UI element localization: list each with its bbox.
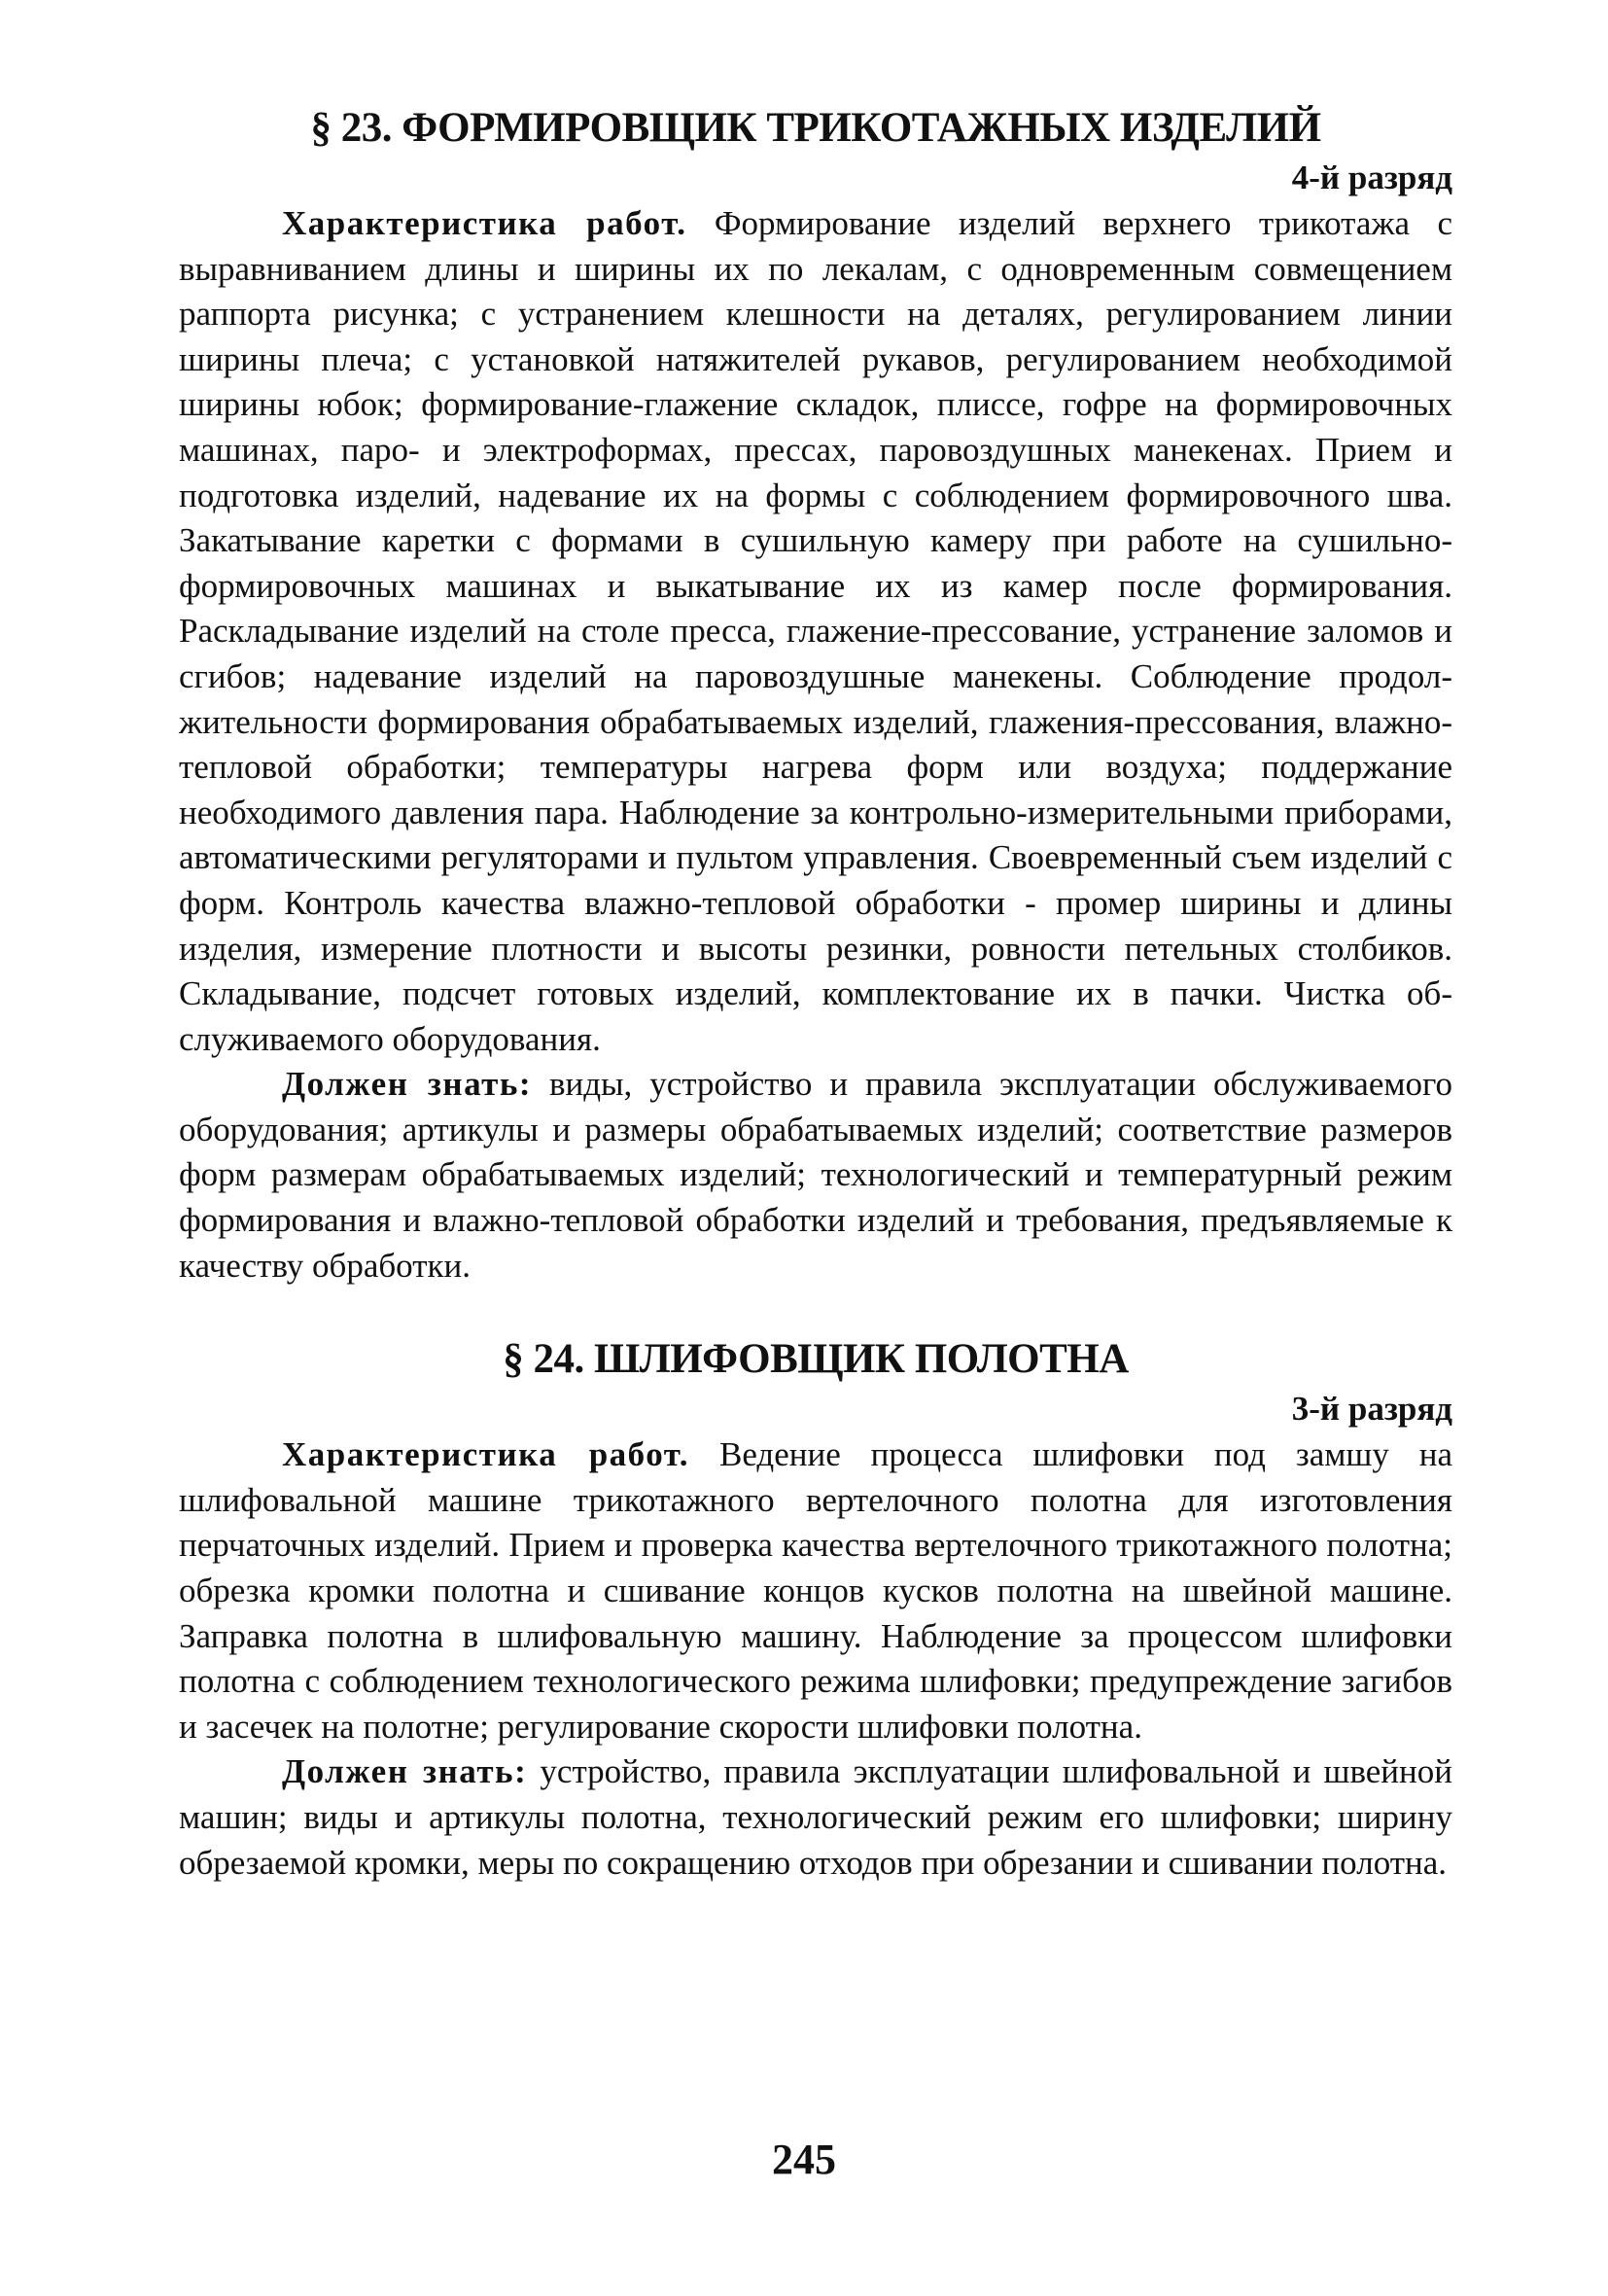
section-23-work-text: Формирование изделий верхнего трикотажа с выравниванием длины и ширины их по лекалам, с одновременным совмещением раппорта рисунка; с устранением клешности на деталях, регулированием линии ширины плеча; с установкой натяжителей рукавов, регулированием необходимой ширины юбок; формирование-глажение складок, плиссе, гофре на формировочных машинах, паро- и электроформах, прессах, паровоздушных манекенах. Прием и подготовка изделий, надевание их на формы с соблюдением формировочного шва. Закатывание каретки с формами в сушильную камеру при работе на сушильно-формировочных машинах и выкатывание их из камер после формирования. Раскладывание изделий на столе пресса, глажение-прессование, устранение заломов и сгибов; надевание изделий на паровоздушные манекены. Соблюдение продолжительности формирования обрабатываемых изделий, глажения-прессования, влажно-тепловой обработки; температуры нагрева форм или воздуха; поддержание необходимого давления пара. Наблюдение за контрольно-измерительными приборами, автоматическими регуляторами и пультом управления. Своевременный съем изделий с форм. Контроль качества влажно-тепловой обработки - промер ширины и длины изделия, измерение плотности и высоты резинки, ровности петельных столбиков. Складывание, подсчет готовых изделий, комплектование их в пачки. Чистка обслуживаемого оборудования. [179,204,1453,1058]
section-24-know-lead: Должен знать: [282,1752,528,1791]
section-23-title: § 23. ФОРМИРОВЩИК ТРИКОТАЖНЫХ ИЗДЕЛИЙ [310,105,1321,151]
section-24-work-paragraph [179,1432,1452,1749]
section-23-grade: 4-й разряд [1291,159,1452,196]
section-24-work-lead: Характеристика работ. [282,1435,690,1474]
section-23-know-lead: Должен знать: [282,1065,533,1104]
section-23-know-text: виды, устройство и правила эксплуатации обслуживаемого оборудования; артикулы и размеры обрабатываемых изделий; соответствие размеров форм размерам обрабатываемых изделий; технологический и температурный режим формирования и влажно-тепловой обработки изделий и требования, предъявляемые к качеству обработки. [179,1065,1452,1285]
section-24-know-text: устройство, правила эксплуатации шлифовальной и швейной машин; виды и артикулы полотна, технологический режим его шлифовки; ширину обрезаемой кромки, меры по сокращению отходов при обрезании и сшивании полотна. [179,1752,1452,1882]
page-number: 245 [772,2136,836,2183]
section-24-grade: 3-й разряд [1291,1390,1452,1429]
section-23-work-paragraph [179,201,1452,1062]
section-24-know-paragraph [179,1749,1452,1886]
page-content [179,102,1452,1886]
section-24-work-text: Ведение процесса шлифовки под замшу на шлифовальной машине трикотажного вертелочного полотна для изготовления перчаточных изделий. Прием и проверка качества вертелочного трикотажного полотна; обрезка кромки полотна и сшивание концов кусков полотна на швейной машине. Заправка полотна в шлифовальную машину. Наблюдение за процессом шлифовки полотна с соблюдением технологического режима шлифовки; предупреждение загибов и засечек на полотне; регулирование скорости шлифовки полотна. [179,1435,1452,1746]
section-23-know-paragraph [179,1062,1452,1289]
section-spacer [179,1289,1452,1333]
section-24-title: § 24. ШЛИФОВЩИК ПОЛОТНА [503,1336,1129,1383]
section-23-work-lead: Характеристика работ. [282,204,687,242]
